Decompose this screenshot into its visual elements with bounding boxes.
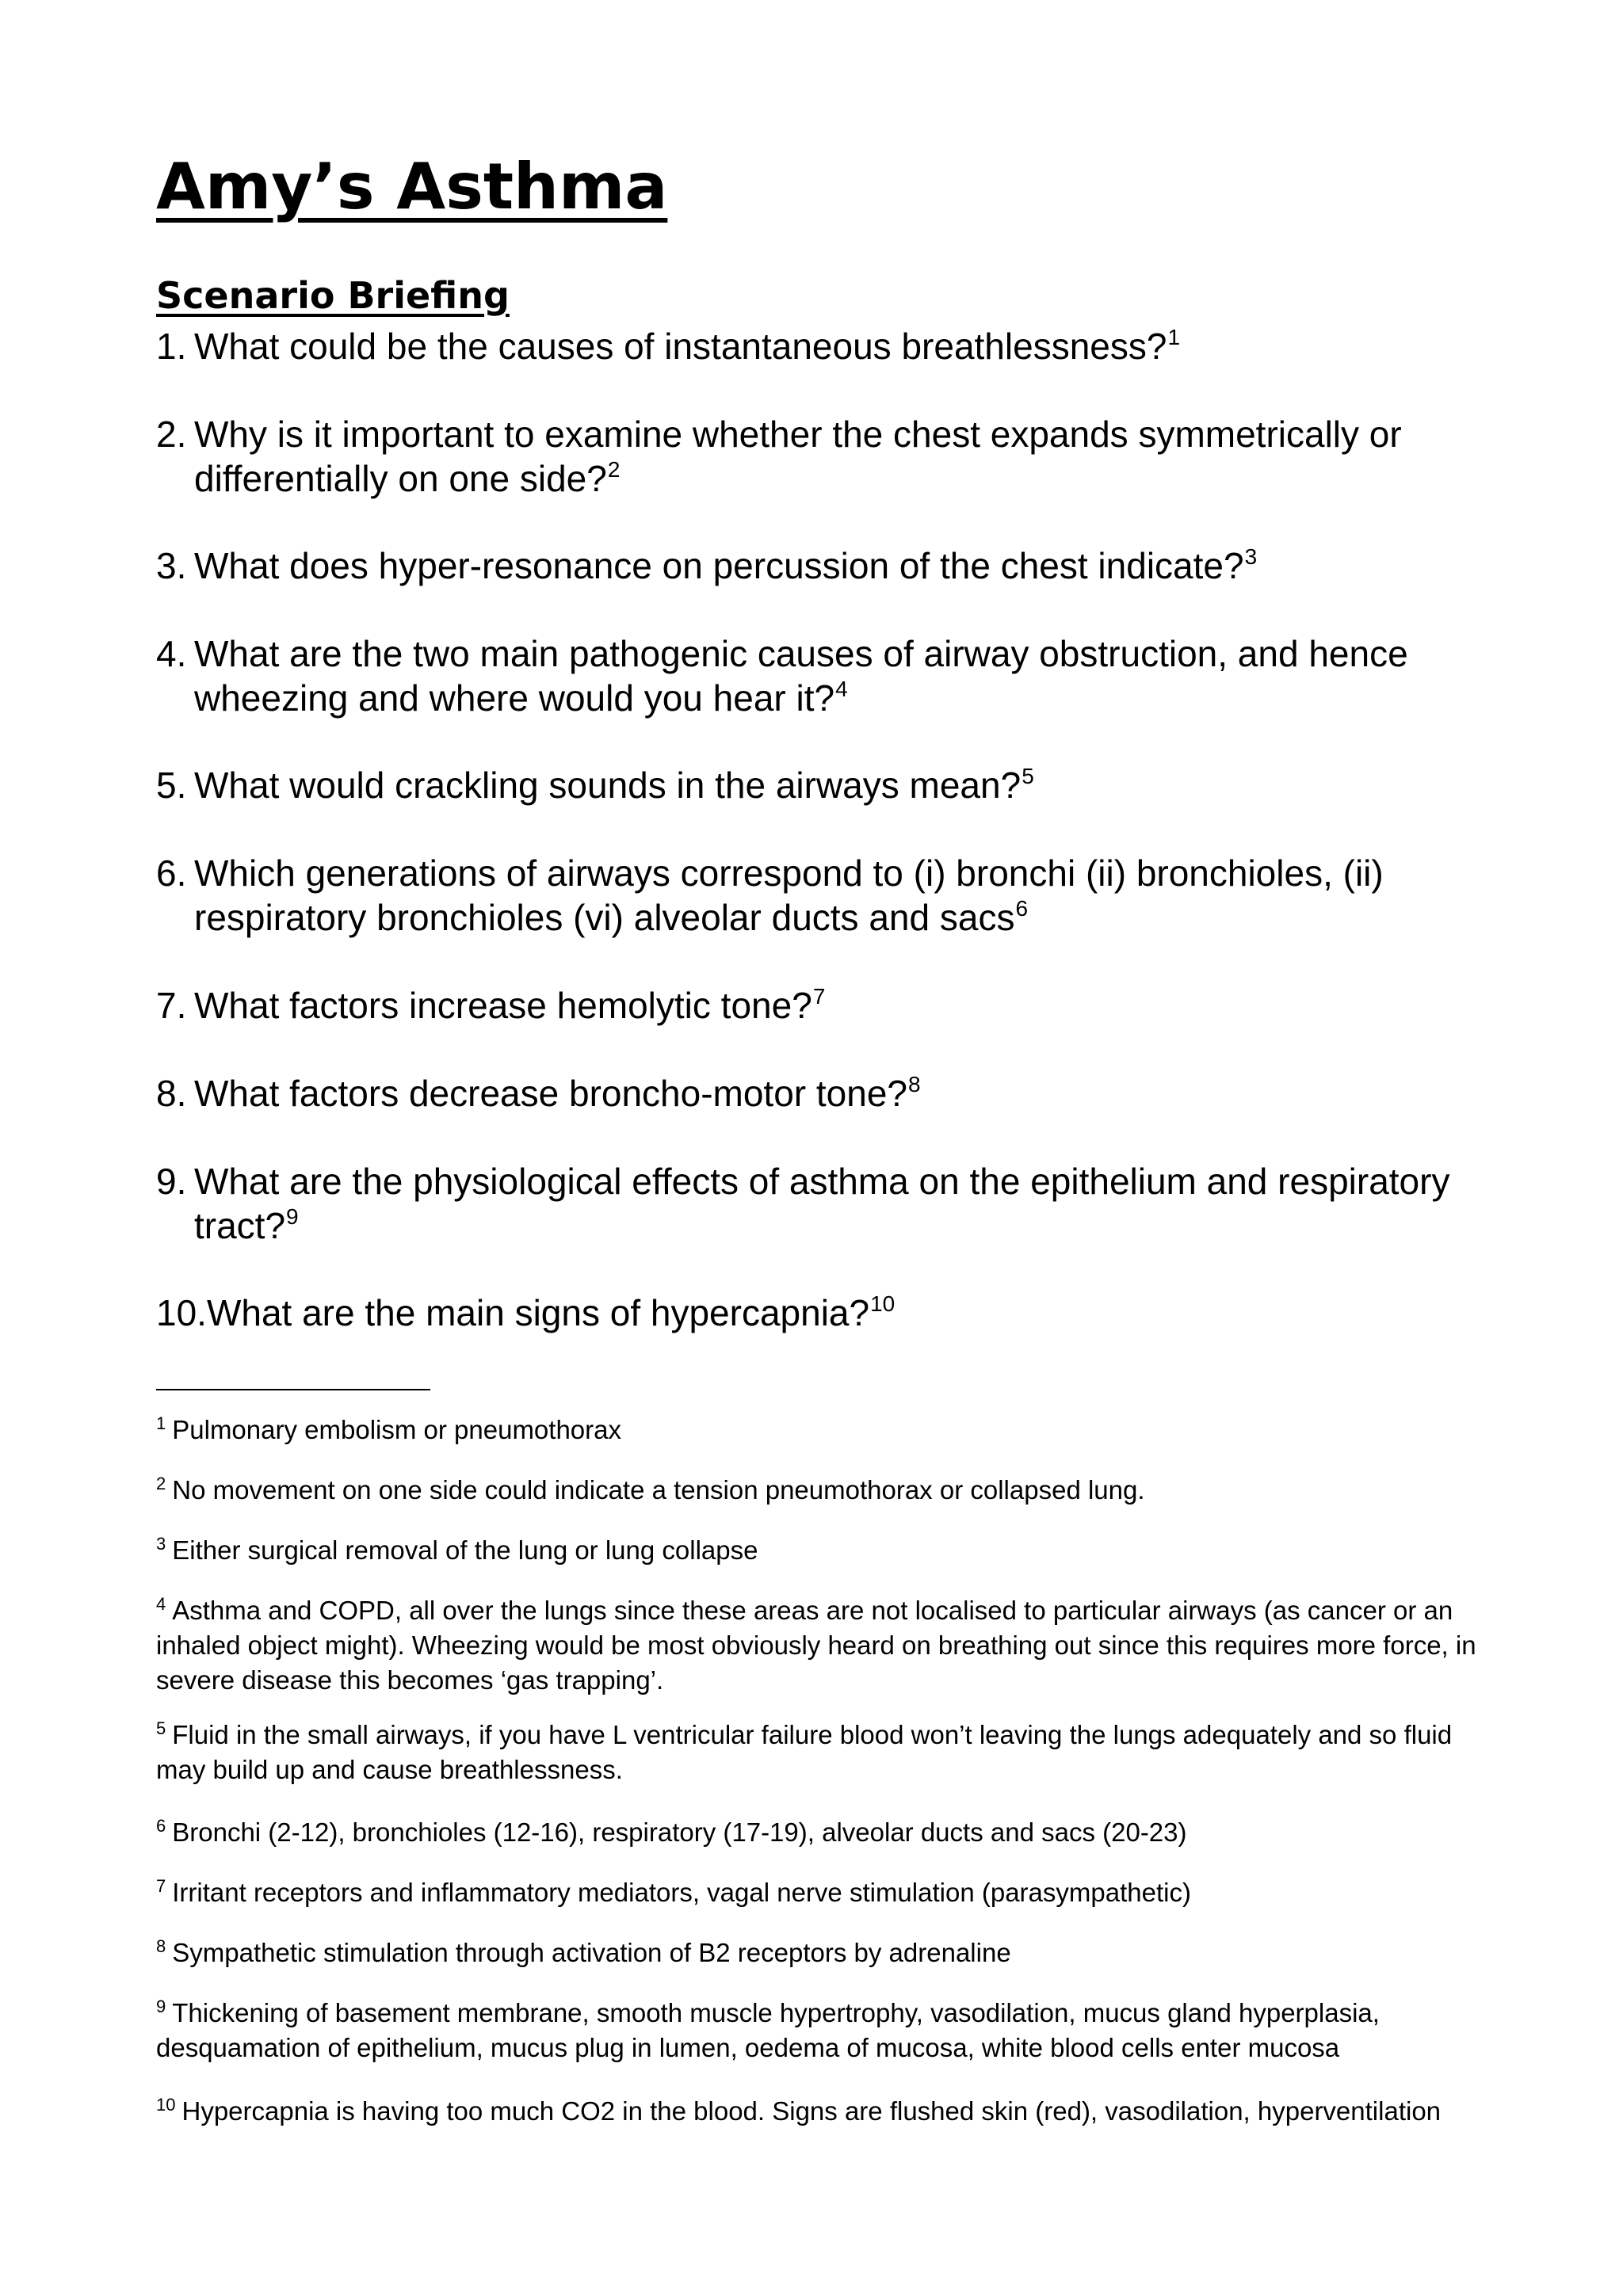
- question-item: [156, 763, 1487, 807]
- footnote-text: Either surgical removal of the lung or lung collapse: [172, 1535, 758, 1565]
- footnote-number: 3: [156, 1534, 166, 1554]
- footnote-ref: 10: [870, 1291, 896, 1316]
- footnote-ref: 9: [286, 1204, 299, 1229]
- footnote: [156, 1593, 1487, 1698]
- footnote-ref: 2: [607, 457, 621, 482]
- question-item: [156, 1291, 1487, 1335]
- question-text: What factors decrease broncho-motor tone?$^8$: [194, 1072, 921, 1114]
- footnote-number: 6: [156, 1816, 166, 1836]
- footnote-number: 9: [156, 1997, 166, 2016]
- question-number: 6.: [156, 852, 187, 894]
- footnote-ref: 6: [1015, 896, 1029, 921]
- question-text: What does hyper-resonance on percussion of the chest indicate?$^3$: [194, 544, 1258, 586]
- question-number: 4.: [156, 633, 187, 674]
- footnote-number: 8: [156, 1936, 166, 1956]
- question-text: What are the two main pathogenic causes of airway obstruction, and hence wheezing and where would you hear it?$^4$: [194, 633, 1408, 719]
- section-heading: Scenario Briefing: [156, 274, 510, 317]
- footnote-ref: 1: [1167, 325, 1181, 349]
- footnote-ref: 5: [1022, 764, 1034, 788]
- footnote-ref: 3: [1244, 544, 1258, 569]
- question-item: [156, 851, 1487, 940]
- question-number: 7.: [156, 985, 187, 1026]
- footnote-text: Thickening of basement membrane, smooth muscle hypertrophy, vasodilation, mucus gland hyperplasia, desquamation of epithelium, mucus plug in lumen, oedema of mucosa, white blood cells enter mucosa: [156, 1998, 1380, 2062]
- question-number: 2.: [156, 414, 187, 455]
- question-text: What could be the causes of instantaneous breathlessness?$^1$: [194, 325, 1181, 367]
- question-number: 5.: [156, 765, 187, 806]
- question-number: 8.: [156, 1073, 187, 1114]
- question-item: [156, 983, 1487, 1028]
- question-item: [156, 631, 1487, 720]
- footnote-number: 2: [156, 1474, 166, 1493]
- footnote: [156, 1533, 1487, 1568]
- footnote: [156, 1875, 1487, 1910]
- question-text: Which generations of airways correspond to (i) bronchi (ii) bronchioles, (ii) respiratory bronchioles (vi) alveolar ducts and sacs$^6$: [194, 852, 1384, 938]
- footnote-text: Asthma and COPD, all over the lungs since these areas are not localised to particular airways (as cancer or an inhaled object might). Wheezing would be most obviously heard on breathing out since this requires more force, in severe disease this becomes ‘gas trapping’.: [156, 1596, 1476, 1695]
- question-text: What factors increase hemolytic tone?$^7$: [194, 984, 826, 1026]
- footnote: [156, 1718, 1487, 1787]
- question-number: 1.: [156, 326, 187, 367]
- footnote: [156, 1936, 1487, 1970]
- footnote: [156, 1815, 1487, 1850]
- question-text: What are the physiological effects of asthma on the epithelium and respiratory tract?$^9$: [194, 1161, 1450, 1246]
- question-item: [156, 412, 1487, 501]
- footnote-text: No movement on one side could indicate a tension pneumothorax or collapsed lung.: [172, 1475, 1145, 1505]
- footnote-number: 5: [156, 1718, 166, 1738]
- footnote-ref: 7: [812, 984, 826, 1009]
- footnote: [156, 1413, 1487, 1447]
- footnote-number: 7: [156, 1876, 166, 1896]
- question-item: [156, 324, 1487, 368]
- footnote: [156, 1996, 1487, 2065]
- footnote-text: Fluid in the small airways, if you have L ventricular failure blood won’t leaving the lungs adequately and so fluid may build up and cause breathlessness.: [156, 1720, 1453, 1784]
- footnote-number: 4: [156, 1594, 166, 1614]
- page-title: Amy’s Asthma: [156, 150, 668, 223]
- footnote: [156, 2094, 1487, 2129]
- question-text: What are the main signs of hypercapnia?$^{10}$: [206, 1291, 896, 1333]
- footnote-number: 10: [156, 2095, 176, 2115]
- footnote-text: Bronchi (2-12), bronchioles (12-16), respiratory (17-19), alveolar ducts and sacs (20-23): [172, 1817, 1187, 1847]
- question-item: [156, 543, 1487, 588]
- question-number: 10.: [156, 1292, 207, 1333]
- question-item: [156, 1071, 1487, 1116]
- footnote-text: Irritant receptors and inflammatory mediators, vagal nerve stimulation (parasympathetic): [172, 1878, 1191, 1907]
- footnote-ref: 4: [835, 677, 848, 701]
- footnote-text: Pulmonary embolism or pneumothorax: [172, 1415, 622, 1444]
- question-text: Why is it important to examine whether the chest expands symmetrically or differentially on one side?$^2$: [194, 414, 1402, 499]
- footnote: [156, 1473, 1487, 1508]
- footnote-text: Hypercapnia is having too much CO2 in the blood. Signs are flushed skin (red), vasodilation, hyperventilation: [181, 2096, 1442, 2126]
- question-item: [156, 1159, 1487, 1248]
- footnote-text: Sympathetic stimulation through activation of B2 receptors by adrenaline: [172, 1938, 1011, 1967]
- footnote-number: 1: [156, 1413, 166, 1433]
- question-number: 9.: [156, 1161, 187, 1202]
- footnote-separator: [156, 1389, 430, 1390]
- question-text: What would crackling sounds in the airways mean?$^5$: [194, 764, 1034, 806]
- question-number: 3.: [156, 545, 187, 586]
- footnote-ref: 8: [908, 1072, 921, 1097]
